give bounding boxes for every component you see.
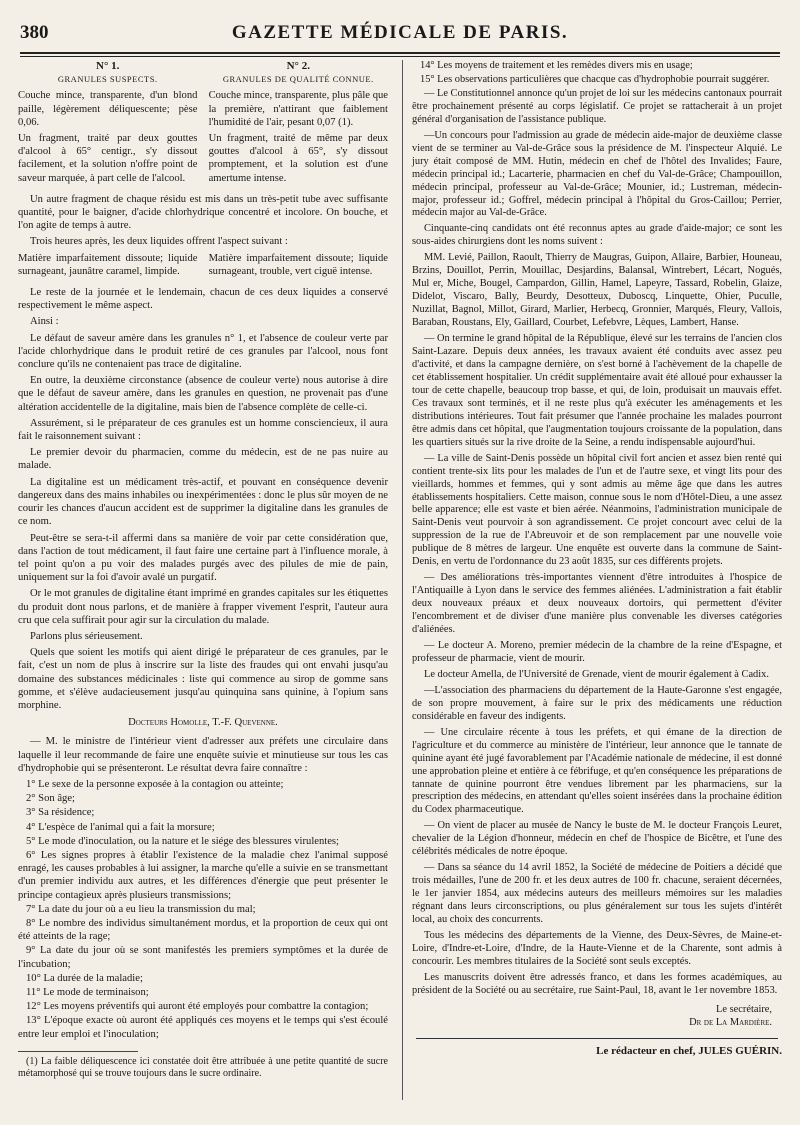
paragraph: Cinquante-cinq candidats ont été reconnus aptes au grade d'aide-major; ce sont les sous-aides chirurgiens dont les noms suivent : xyxy=(412,223,782,248)
hydrophobia-questionnaire-continued xyxy=(412,60,782,87)
paragraph: La digitaline est un médicament très-actif, et pouvant en conséquence devenir dangereux dans des mains inhabiles ou inexpérimentées : donc le plus sûr moyen de ne courir les chances d'aucun accident est de supprimer la digitaline dans les granules de ce nom. xyxy=(18,476,388,528)
paragraph: Ainsi : xyxy=(30,316,59,328)
secretary-signature: Dr de La Mardière. xyxy=(689,1016,772,1028)
sample-1-alcohol-test: Un fragment, traité par deux gouttes d'alcool à 65° centigr., s'y dissout facilement, et la solution n'offre point de saveur marquée, à part celle de l'alcool. xyxy=(18,133,198,184)
page-header xyxy=(20,20,780,54)
right-column xyxy=(412,60,782,1058)
list-item: 8° Le nombre des individus simultanément mordus, et la proportion de ceux qui ont été atteints de la rage; xyxy=(18,917,388,943)
paragraph: — Des améliorations très-importantes viennent d'être introduites à l'hospice de l'Antiquaille à Lyon dans le service des femmes aliénées. L'administration a fait établir deux nouveaux préaux et deux nouveaux dortoirs, qui permettent d'éviter l'encombrement et de diviser d'une manière plus convenable les diverses catégories d'aliénées. xyxy=(412,572,782,636)
paragraph: En outre, la deuxième circonstance (absence de couleur verte) nous autorise à dire que le défaut de saveur amère, dans les granules en question, ne provenait pas d'une altération accidentelle de la digitaline, mais bien de l'absence complète de celle-ci. xyxy=(18,375,388,413)
closing-rule xyxy=(416,1038,778,1039)
list-item: 2° Son âge; xyxy=(26,793,75,805)
footnote-rule xyxy=(18,1051,138,1052)
sample-2-heading: N° 2. xyxy=(286,60,310,72)
list-item: 11° Le mode de terminaison; xyxy=(26,987,149,998)
sample-2-subheading: GRANULES DE QUALITÉ CONNUE. xyxy=(222,74,374,85)
paragraph: Le premier devoir du pharmacien, comme du médecin, est de ne pas nuire au malade. xyxy=(18,447,388,472)
list-item: 12° Les moyens préventifs qui auront été employés pour combattre la contagion; xyxy=(26,1001,369,1013)
editor-in-chief: Le rédacteur en chef, JULES GUÉRIN. xyxy=(596,1044,782,1057)
paragraph: Or le mot granules de digitaline étant imprimé en grandes capitales sur les étiquettes du produit dont nous parlons, et de manière à frapper vivement l'esprit, l'auteur aura cru que cela suffirait pour agir sur la circulation du malade. xyxy=(18,588,388,626)
paragraph: — Dans sa séance du 14 avril 1852, la Société de médecine de Poitiers a décidé que trois médailles, l'une de 200 fr. et les deux autres de 100 fr. chacune, seraient décernées, le 1er janvier 1854, aux médecins auteurs des meilleurs mémoires sur les maladies régnant dans leurs circonscriptions, ou plus généralement sur tous les sujets d'intérêt local, au choix des concurrents. xyxy=(412,862,782,926)
list-item: 7° La date du jour où a eu lieu la transmission du mal; xyxy=(26,903,256,915)
paragraph: — M. le ministre de l'intérieur vient d'adresser aux préfets une circulaire dans laquelle il leur recommande de faire une enquête suivie et minutieuse sur tous les cas d'hydrophobie qui se présenteront. Le résultat devra faire connaître : xyxy=(18,736,388,774)
sample-2-description: Couche mince, transparente, plus pâle que la première, n'attirant que faiblement l'humidité de l'air, pesant 0,07 (1). xyxy=(208,90,388,128)
list-item: 10° La durée de la maladie; xyxy=(26,972,143,984)
sample-2-acid-result: Matière imparfaitement dissoute; liquide surnageant, trouble, vert ciguë intense. xyxy=(208,252,388,277)
sample-2-alcohol-test: Un fragment, traité de même par deux gouttes d'alcool à 65°, s'y dissout promptement, et la solution est d'une amertume intense. xyxy=(208,133,388,184)
paragraph: — On vient de placer au musée de Nancy le buste de M. le docteur François Leuret, chevalier de la Légion d'honneur, médecin en chef de l'hospice de Bicêtre, et l'une des célébrités médicales de notre époque. xyxy=(412,820,782,858)
paragraph: Peut-être se sera-t-il affermi dans sa manière de voir par cette considération que, dans l'action de tout médicament, il faut faire une certaine part à l'influence morale, à tel point qu'on a pu voir des malades purgés avec des pilules de mie de pain, uniquement sur la foi d'avoir avalé un purgatif. xyxy=(18,532,388,584)
hydrophobia-questionnaire xyxy=(18,778,388,1041)
paragraph: — Le Constitutionnel annonce qu'un projet de loi sur les médecins cantonaux pourrait être prochainement présenté au corps législatif. Ce projet se rattacherait à un projet général d'organisation de l'assistance publique. xyxy=(412,87,782,125)
paragraph: Assurément, si le préparateur de ces granules est un homme consciencieux, il aura fait le raisonnement suivant : xyxy=(18,417,388,443)
sample-1-acid-result: Matière imparfaitement dissoute; liquide surnageant, jaunâtre caramel, limpide. xyxy=(18,252,198,277)
paragraph: Tous les médecins des départements de la Vienne, des Deux-Sèvres, de Maine-et-Loire, d'Indre-et-Loire, d'Indre, de la Haute-Vienne et de la Charente, sont admis à concourir. Les membres titulaires de la Société sont seuls exceptés. xyxy=(412,930,782,967)
paragraph: Quels que soient les motifs qui aient dirigé le préparateur de ces granules, par le fait, c'est un nom de plus à inscrire sur la liste des fraudes qui ont envahi jusqu'au domaine des substances médicinales : liste qui commence au sirop de gomme sans gomme, et s'élève audacieusement jusqu'au quinquina sans quinine, à l'opium sans morphine. xyxy=(18,647,388,711)
authors-signature: Docteurs Homolle, T.-F. Quevenne. xyxy=(128,717,278,729)
comparison-table-1 xyxy=(18,60,388,188)
secretary-title: Le secrétaire, xyxy=(716,1003,772,1015)
list-item: 4° L'espèce de l'animal qui a fait la morsure; xyxy=(26,821,215,833)
header-rule xyxy=(20,52,780,57)
paragraph: Parlons plus sérieusement. xyxy=(30,630,143,642)
list-item: 5° Le mode d'inoculation, ou la nature et le siége des blessures virulentes; xyxy=(26,835,339,847)
comparison-table-2 xyxy=(18,252,388,281)
sample-1-subheading: GRANULES SUSPECTS. xyxy=(57,74,158,85)
sample-1 xyxy=(18,60,197,188)
paragraph: Trois heures après, les deux liquides offrent l'aspect suivant : xyxy=(30,236,288,248)
paragraph: Le défaut de saveur amère dans les granules n° 1, et l'absence de couleur verte par l'acide chlorhydrique dans le produit retiré de ces granules par l'alcool, nous font conclure qu'ils ne contenaient pas trace de digitaline. xyxy=(18,332,388,371)
paragraph: Les manuscrits doivent être adressés franco, et dans les formes académiques, au président de la Société ou au secrétaire, rue Saint-Paul, 18, avant le 1er novembre 1853. xyxy=(412,971,782,996)
list-item: 1° Le sexe de la personne exposée à la contagion ou atteinte; xyxy=(26,778,284,790)
paragraph: — On termine le grand hôpital de la République, élevé sur les terrains de l'ancien clos Saint-Lazare. Depuis deux années, les travaux avaient été conduits avec assez peu d'activité, et dans la campagne dernière, on s'est borné à l'achèvement de la chapelle de cet établissement hospitalier. Un crédit supplémentaire avait été alloué pour exhausser la tour de cette chapelle, beaucoup trop basse, et qui, de loin, produisait un mauvais effet. Ces travaux sont terminés, et il ne reste plus qu'à exécuter les aménagements et les distributions intérieures. Tout fait présumer que l'année prochaine les malades pourront être admis dans cet hôpital, que l'augmentation toujours croissante de la population, dans les quartiers situés sur la rive droite de la Seine, a rendu indispensable aujourd'hui. xyxy=(412,333,782,448)
footnote: (1) La faible déliquescence ici constatée doit être attribuée à une petite quantité de sucre métamorphosé qui se trouve toujours dans le sucre ordinaire. xyxy=(18,1055,388,1079)
paragraph: — Le docteur A. Moreno, premier médecin de la chambre de la reine d'Espagne, et professeur de pharmacie, vient de mourir. xyxy=(412,639,782,664)
paragraph: — Une circulaire récente à tous les préfets, et qui émane de la direction de l'agriculture et du commerce au ministère de l'intérieur, leur annonce que le tannate de quinine ayant été jugé favorablement par l'Académie nationale de médecine, il est donné une approbation pleine et entière à ce fébrifuge, et qu'en conséquence les préparations de tannate de quinine pourront être vendues librement par les pharmaciens, sur la prescription des médecins, en attendant qu'elles soient insérées dans la prochaine édition du Codex pharmaceutique. xyxy=(412,726,782,816)
sample-1-description: Couche mince, transparente, d'un blond paille, légèrement déliquescente; pèse 0,06. xyxy=(18,90,198,128)
list-item: 15° Les observations particulières que chacque cas d'hydrophobie pourrait suggérer. xyxy=(420,73,770,85)
paragraph: Le reste de la journée et le lendemain, chacun de ces deux liquides a conservé respectivement le même aspect. xyxy=(18,287,388,312)
paragraph: Un autre fragment de chaque résidu est mis dans un très-petit tube avec suffisante quantité, pour le baigner, d'acide chlorhydrique concentré et incolore. On bouche, et l'on agite de temps à autre. xyxy=(18,193,388,232)
list-item: 3° Sa résidence; xyxy=(26,807,95,819)
paragraph: —L'association des pharmaciens du département de la Haute-Garonne s'est engagée, de son propre mouvement, à faire sur le prix des médicaments une réduction considérable en faveur des indigents. xyxy=(412,684,782,722)
sample-1-heading: N° 1. xyxy=(96,60,120,72)
list-item: 14° Les moyens de traitement et les remèdes divers mis en usage; xyxy=(420,60,693,71)
paragraph: —Un concours pour l'admission au grade de médecin aide-major de deuxième classe vient de se terminer au Val-de-Grâce sous la présidence de M. l'inspecteur Alquié. Le jury était composé de MM. Hutin, médecin en chef de l'hôtel des Invalides; Faure, médecin principal id.; Lacarterie, pharmacien en chef du Val-de-Grâce; Champouillon, médecin principal, professeur au Val-de-Grâce; Mounier, id.; Lustreman, médecin-major, professeur id.; Goffrel, médecin principal à l'hôpital du Gros-Caillou; Perrier, médecin major au Val-de-Grâce. xyxy=(412,129,782,219)
paragraph: — La ville de Saint-Denis possède un hôpital civil fort ancien et assez bien renté qui contient trente-six lits pour les malades de l'un et de l'autre sexe, et vingt lits pour des vieillards, hommes et femmes, qui y sont admis au même âge que dans les autres établissements hospitaliers. Cette maison, connue sous le nom d'Hôtel-Dieu, a une assez belle apparence; elle est vaste et bien aérée. Néanmoins, l'administration municipale de Saint-Denis veut pourvoir à son agrandissement. Ce projet concourt avec celui de la suppression de la rue de l'Abreuvoir et de son remplacement par une nouvelle voie publique de 8 mètres de largeur. Une enquête est ouverte dans la commune de Saint-Denis, en vertu de l'ordonnance du 23 août 1835, sur ces différents projets. xyxy=(412,452,782,568)
journal-title: GAZETTE MÉDICALE DE PARIS. xyxy=(231,22,569,43)
candidate-names: MM. Levié, Paillon, Raoult, Thierry de Maugras, Guipon, Allaire, Barbier, Houneau, Brzins, Douillot, Perrin, Mouillac, Desjardins, Balansal, Wintrebert, Lécart, Nogués, Mul er, Miche, Bougel, Campardon, Gillin, Hamel, Lapeyre, Tassard, Robelin, Glaize, Didelot, Viscaro, Bally, Beurdy, Desotteux, Duboscq, Linquette, Ohier, Puculle, Nuzillat, Bagnol, Millot, Girard, Marlier, Herbecq, Gronnier, Marqués, Fleury, Vallois, Baraban, Roustans, Ely, Gaillard, Courbet, Lefebvre, Lèques, Lambert, Hanse. xyxy=(412,252,782,329)
page-number: 380 xyxy=(20,22,49,43)
paragraph: Le docteur Amella, de l'Université de Grenade, vient de mourir également à Cadix. xyxy=(424,668,769,680)
sample-2 xyxy=(209,60,388,188)
column-separator xyxy=(402,60,403,1100)
list-item: 9° La date du jour où se sont manifestés les premiers symptômes et la durée de l'incubation; xyxy=(18,945,388,970)
list-item: 6° Les signes propres à établir l'existence de la maladie chez l'animal supposé enragé, les causes probables à lui assigner, la marche qu'elle a suivie en se transmettant d'un premier individu aux autres, et les différences d'énergie que peut présenter le principe contagieux après plusieurs transmissions; xyxy=(18,849,388,901)
list-item: 13° L'époque exacte où auront été appliqués ces moyens et le temps qui s'est écoulé entre leur emploi et l'inoculation; xyxy=(18,1015,388,1040)
left-column xyxy=(18,60,388,1083)
